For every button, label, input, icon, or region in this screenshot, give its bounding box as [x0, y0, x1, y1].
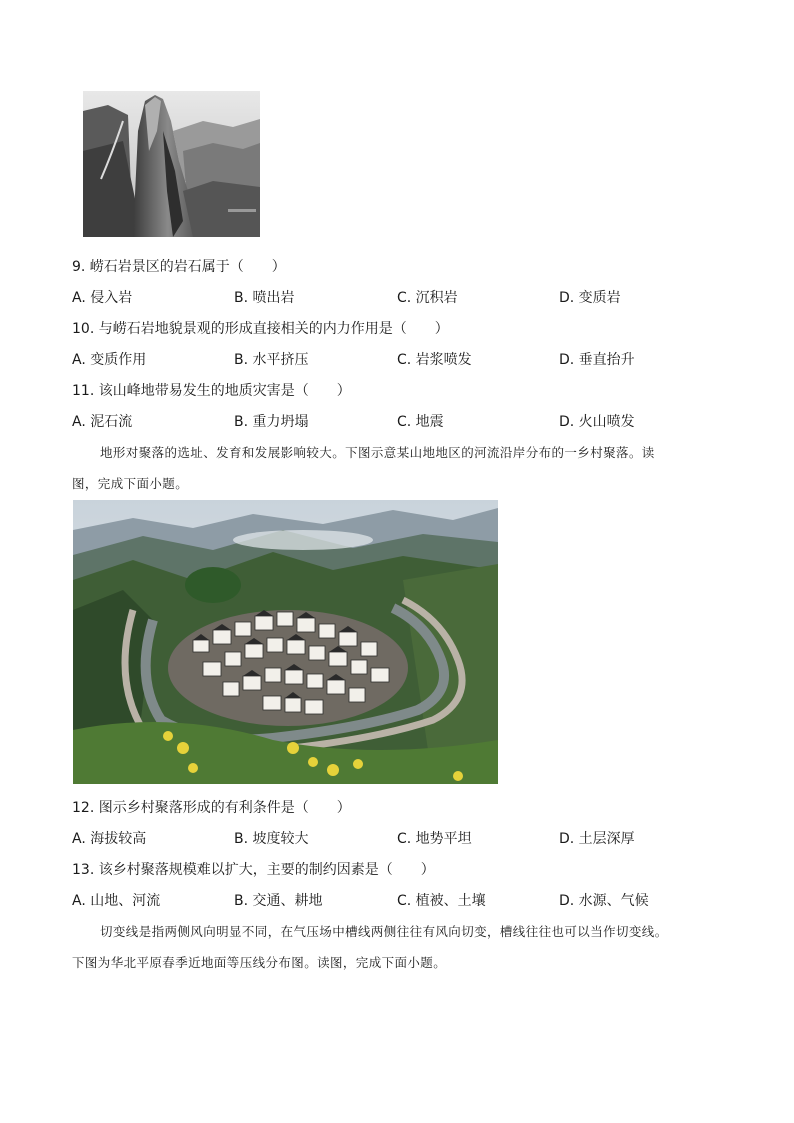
question-11-option-d: D. 火山喷发: [559, 414, 635, 430]
question-10-option-d: D. 垂直抬升: [559, 352, 635, 368]
question-13-option-b: B. 交通、耕地: [234, 893, 323, 909]
question-12-option-d: D. 土层深厚: [559, 831, 635, 847]
question-9-option-c: C. 沉积岩: [397, 290, 458, 306]
passage-2-line-2: 下图为华北平原春季近地面等压线分布图。读图，完成下面小题。: [72, 955, 447, 970]
question-9-option-a: A. 侵入岩: [72, 290, 133, 306]
question-10-option-a: A. 变质作用: [72, 352, 147, 368]
question-13-option-d: D. 水源、气候: [559, 893, 649, 909]
passage-1-line-1: 地形对聚落的选址、发育和发展影响较大。下图示意某山地地区的河流沿岸分布的一乡村聚落。读: [100, 445, 655, 460]
question-10-stem: 10. 与崂石岩地貌景观的形成直接相关的内力作用是（ ）: [72, 321, 449, 337]
question-12-option-b: B. 坡度较大: [234, 831, 309, 847]
village-river-photo: [73, 500, 498, 784]
question-12-option-c: C. 地势平坦: [397, 831, 472, 847]
question-12-option-a: A. 海拔较高: [72, 831, 147, 847]
question-10-option-b: B. 水平挤压: [234, 352, 309, 368]
question-11-stem: 11. 该山峰地带易发生的地质灾害是（ ）: [72, 383, 351, 399]
question-13-option-a: A. 山地、河流: [72, 893, 161, 909]
question-13-option-c: C. 植被、土壤: [397, 893, 486, 909]
question-12-stem: 12. 图示乡村聚落形成的有利条件是（ ）: [72, 800, 351, 816]
question-9-option-d: D. 变质岩: [559, 290, 621, 306]
question-13-stem: 13. 该乡村聚落规模难以扩大，主要的制约因素是（ ）: [72, 862, 435, 878]
question-9-option-b: B. 喷出岩: [234, 290, 295, 306]
question-11-option-a: A. 泥石流: [72, 414, 133, 430]
passage-2-line-1: 切变线是指两侧风向明显不同，在气压场中槽线两侧往往有风向切变，槽线往往也可以当作切变线。: [100, 924, 668, 939]
question-11-option-c: C. 地震: [397, 414, 444, 430]
question-11-option-b: B. 重力坍塌: [234, 414, 309, 430]
passage-1-line-2: 图，完成下面小题。: [72, 476, 189, 491]
question-9-stem: 9. 崂石岩景区的岩石属于（ ）: [72, 259, 286, 275]
mountain-peak-photo: [83, 91, 260, 237]
question-10-option-c: C. 岩浆喷发: [397, 352, 472, 368]
